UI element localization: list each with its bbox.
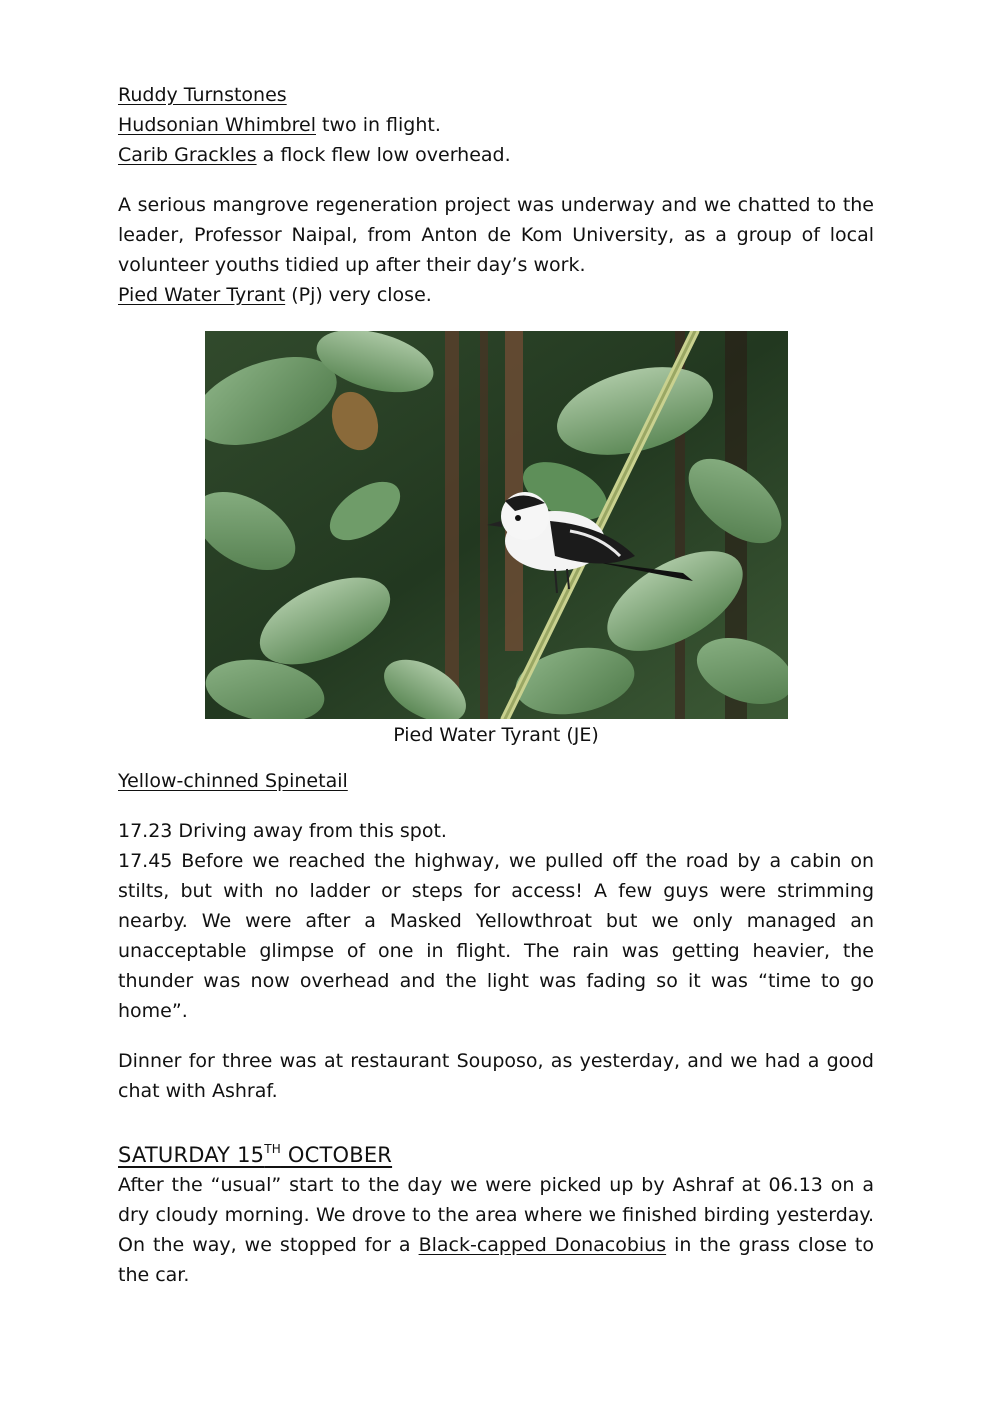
species-name: Carib Grackles: [118, 144, 257, 166]
species-name: Black-capped Donacobius: [418, 1234, 667, 1256]
species-name: Yellow-chinned Spinetail: [118, 770, 348, 792]
sighting-line: [118, 140, 874, 170]
log-entry: 17.45 Before we reached the highway, we pulled off the road by a cabin on stilts, but with no ladder or steps for access! A few guys were strimming nearby. We were after a Masked Yellowthroat but we only managed an unacceptable glimpse of one in flight. The rain was getting heavier, the thunder was now overhead and the light was fading so it was “time to go home”.: [118, 850, 874, 1022]
sighting-line: [118, 280, 874, 310]
species-name: Hudsonian Whimbrel: [118, 114, 316, 136]
log-entry: 17.23 Driving away from this spot.: [118, 820, 447, 842]
bird-photo: [205, 331, 788, 719]
sighting-note: a flock flew low overhead.: [256, 144, 511, 166]
document-page-lower: [118, 766, 874, 1290]
section-heading: SATURDAY 15TH OCTOBER: [118, 1142, 393, 1167]
sighting-line: [118, 766, 874, 796]
sighting-note: two in flight.: [316, 114, 441, 136]
sighting-line: [118, 110, 874, 140]
saturday-paragraph: After the “usual” start to the day we were picked up by Ashraf at 06.13 on a dry cloudy morning. We drove to the area where we finished birding yesterday. On the way, we stopped for a Black-capped Donacobius in the grass close to the car.: [118, 1174, 874, 1286]
species-name: Ruddy Turnstones: [118, 84, 287, 106]
document-page: [118, 80, 874, 310]
mangrove-paragraph: A serious mangrove regeneration project was underway and we chatted to the leader, Professor Naipal, from Anton de Kom University, as a group of local volunteer youths tidied up after their day’s work.: [118, 194, 874, 276]
photo-caption: Pied Water Tyrant (JE): [393, 724, 599, 746]
sighting-note: (Pj) very close.: [285, 284, 432, 306]
sighting-line: [118, 80, 874, 110]
pied-water-tyrant-image: [205, 331, 788, 719]
dinner-paragraph: Dinner for three was at restaurant Souposo, as yesterday, and we had a good chat with Ashraf.: [118, 1050, 874, 1102]
species-name: Pied Water Tyrant: [118, 284, 286, 306]
